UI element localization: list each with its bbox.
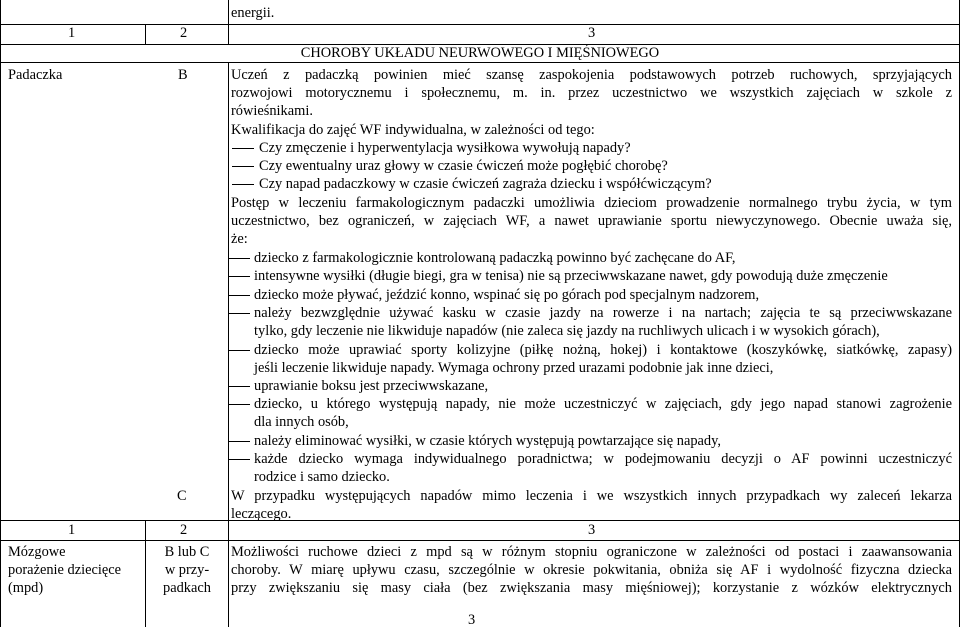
text-line: rówieśnikami.: [231, 103, 313, 119]
question: Czy ewentualny uraz głowy w czasie ćwiczeń może pogłębić chorobę?: [259, 158, 668, 174]
disease-name: (mpd): [8, 580, 44, 596]
question: Czy zmęczenie i hyperwentylacja wysiłkowa wywołują napady?: [259, 140, 631, 156]
text-line: rozwojowi motorycznemu i społecznemu, m. in. przez uczestnictwo we wszystkich zajęciach w szkole z: [231, 85, 952, 101]
bullet-item: dziecko może pływać, jeździć konno, wspinać się po górach pod specjalnym nadzorem,: [254, 287, 760, 303]
bullet-item: dziecko, u którego występują napady, nie może uczestniczyć w zajęciach, gdy jego napad stanowi zagrożenie: [254, 396, 952, 412]
dash-bullet: [228, 404, 250, 405]
bullet-item: każde dziecko wymaga indywidualnego poradnictwa; w podejmowaniu decyzji o AF powinni uczestniczyć: [254, 451, 952, 467]
disease-name: Padaczka: [8, 67, 63, 83]
text-line: leczącego.: [231, 506, 292, 522]
text-line: Uczeń z padaczką powinien mieć szansę zaspokojenia podstawowych potrzeb ruchowych, sprzyjających: [231, 67, 952, 83]
rule: [0, 0, 1, 627]
rule: [145, 24, 146, 44]
dash-bullet: [228, 313, 250, 314]
dash-bullet: [228, 258, 250, 259]
rule: [228, 0, 229, 24]
dash-bullet: [228, 276, 250, 277]
text-line: uczestnictwo, bez ograniczeń, w zajęciach WF, a nawet uprawianie sportu niewyczynowego. Obecnie uważa się,: [231, 213, 952, 229]
bullet-item: dziecko z farmakologicznie kontrolowaną padaczką powinno być zachęcane do AF,: [254, 250, 736, 266]
dash-bullet: [228, 295, 250, 296]
disease-name: porażenie dziecięce: [8, 562, 122, 578]
text-line: Kwalifikacja do zajęć WF indywidualna, w zależności od tego:: [231, 122, 595, 138]
header-col-1: 1: [68, 25, 76, 41]
dash-bullet: [228, 386, 250, 387]
bullet-item: dziecko może uprawiać sporty kolizyjne (piłkę nożną, hokej) i kontaktowe (koszykówkę, siatkówkę, zapasy): [254, 342, 952, 358]
dash-bullet: [228, 350, 250, 351]
dash-bullet: [232, 184, 254, 185]
group-b: B: [178, 67, 188, 83]
text-line: że:: [231, 231, 248, 247]
header-col-3: 3: [588, 25, 596, 41]
group-label: B lub C: [164, 544, 210, 560]
rule: [228, 520, 229, 627]
group-c: C: [177, 488, 187, 504]
page-number: 3: [468, 612, 476, 628]
bullet-item: należy bezwzględnie używać kasku w czasie jazdy na rowerze i na nartach; zajęcia te są przeciwwskazane: [254, 305, 952, 321]
rule: [0, 520, 960, 521]
header-col-3: 3: [588, 522, 596, 538]
text-line: W przypadku występujących napadów mimo leczenia i we wszystkich innych przypadkach wy zaleceń lekarza: [231, 488, 952, 504]
text-line: Postęp w leczeniu farmakologicznym padaczki umożliwia dzieciom prowadzenie normalnego trybu życia, w tym: [231, 195, 952, 211]
header-col-2: 2: [180, 522, 188, 538]
group-label: padkach: [163, 580, 211, 596]
rule: [0, 540, 960, 541]
text-line: Możliwości ruchowe dzieci z mpd są w różnym stopniu ograniczone w zależności od postaci i zaawansowania: [231, 544, 952, 560]
rule: [228, 62, 229, 520]
text-line: choroby. W miarę upływu czasu, szczególnie w okresie pokwitania, obniża się AF i wydolność fizyczna dziecka: [231, 562, 952, 578]
header-col-1: 1: [68, 522, 76, 538]
disease-name: Mózgowe: [8, 544, 66, 560]
bullet-item-cont: jeśli leczenie likwiduje napady. Wymaga ochrony przed urazami podobnie jak inne dzieci,: [254, 360, 774, 376]
top-fragment: energii.: [231, 5, 275, 21]
dash-bullet: [232, 166, 254, 167]
rule: [0, 62, 960, 63]
question: Czy napad padaczkowy w czasie ćwiczeń zagraża dziecku i współćwiczącym?: [259, 176, 712, 192]
rule: [0, 24, 960, 25]
header-col-2: 2: [180, 25, 188, 41]
dash-bullet: [228, 459, 250, 460]
bullet-item: uprawianie boksu jest przeciwwskazane,: [254, 378, 489, 394]
dash-bullet: [228, 441, 250, 442]
group-label: w przy-: [164, 562, 210, 578]
bullet-item-cont: dla innych osób,: [254, 414, 349, 430]
rule: [228, 24, 229, 44]
bullet-item-cont: rodzice i samo dziecko.: [254, 469, 390, 485]
dash-bullet: [232, 148, 254, 149]
bullet-item-cont: tylko, gdy leczenie nie likwiduje napadów (nie zaleca się jazdy na ruchliwych ulicach i w wysokich górach),: [254, 323, 880, 339]
text-line: przy zwiększaniu się masy ciała (bez zwiększania masy mięśniowej); korzystanie z wózków elektrycznych: [231, 580, 952, 596]
section-title: CHOROBY UKŁADU NEURWOWEGO I MIĘŚNIOWEGO: [300, 45, 660, 61]
bullet-item: intensywne wysiłki (długie biegi, gra w tenisa) nie są przeciwwskazane nawet, gdy powodują duże zmęczenie: [254, 268, 888, 284]
bullet-item: należy eliminować wysiłki, w czasie których występują powtarzające się napady,: [254, 433, 721, 449]
